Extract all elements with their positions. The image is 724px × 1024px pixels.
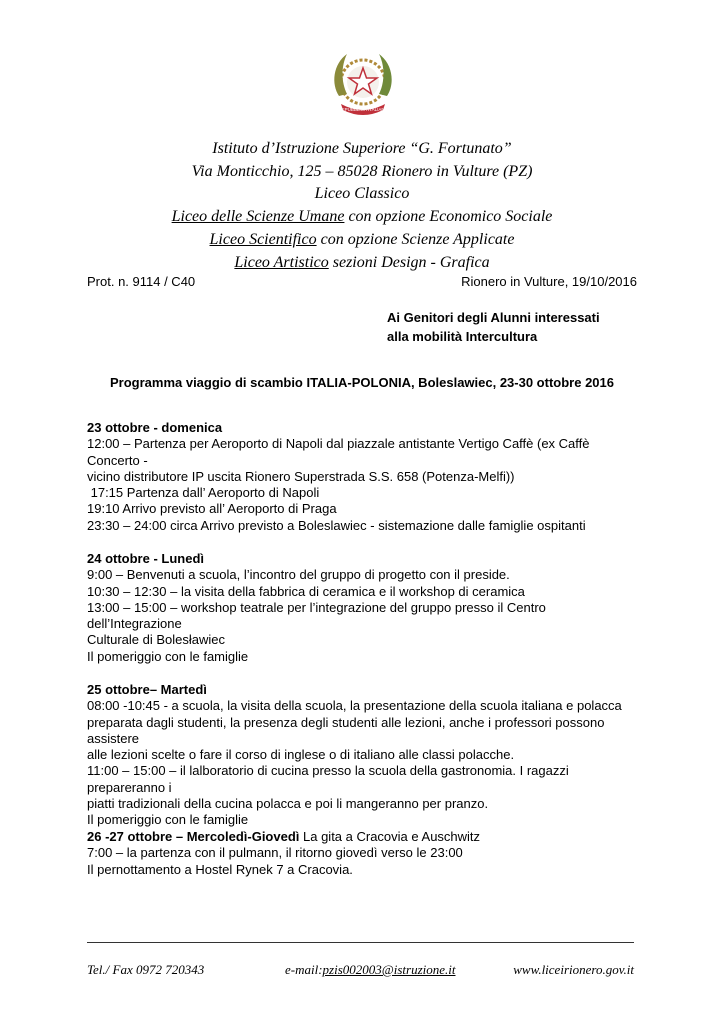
day-section [87, 551, 639, 665]
emblem-ribbon-text: REPUBBLICA ITALIANA [338, 107, 388, 112]
day-heading-line [87, 829, 639, 845]
school-scientific-title: Liceo Scientifico [209, 230, 317, 248]
program-line: 12:00 – Partenza per Aeroporto di Napoli dal piazzale antistante Vertigo Caffè (ex Caffè Concerto - [87, 436, 590, 468]
program-title: Programma viaggio di scambio ITALIA-POLONIA, Boleslawiec, 23-30 ottobre 2016 [109, 375, 614, 390]
school-scientific [87, 229, 637, 252]
program-line: Il pomeriggio con le famiglie [87, 648, 249, 664]
program-line: Il pernottamento a Hostel Rynek 7 a Cracovia. [87, 861, 353, 877]
program-line: 23:30 – 24:00 circa Arrivo previsto a Boleslawiec - sistemazione dalle famiglie ospitanti [87, 517, 586, 533]
school-human-sciences [87, 206, 637, 229]
footer-phone: Tel./ Fax 0972 720343 [87, 962, 205, 977]
day-section [87, 682, 639, 829]
italian-republic-emblem-icon [325, 44, 401, 120]
footer-email-link[interactable]: pzis002003@istruzione.it [322, 962, 456, 977]
program-line: 17:15 Partenza dall’ Aeroporto di Napoli [87, 485, 320, 501]
program-line: piatti tradizionali della cucina polacca e poi li mangeranno per pranzo. [87, 796, 489, 812]
addressee-line-1: Ai Genitori degli Alunni interessati [387, 310, 600, 325]
program-line: 19:10 Arrivo previsto all’ Aeroporto di Praga [87, 501, 337, 517]
footer-divider [87, 942, 634, 943]
addressee-line-2: alla mobilità Intercultura [387, 329, 538, 344]
program-line: Il pomeriggio con le famiglie [87, 812, 249, 828]
footer-email [285, 962, 456, 978]
letterhead [87, 138, 637, 274]
school-scientific-option: con opzione Scienze Applicate [316, 230, 515, 248]
day-heading-tail: La gita a Cracovia e Auschwitz [299, 829, 481, 844]
school-artistic-option: sezioni Design - Grafica [328, 253, 490, 271]
program-line: 11:00 – 15:00 – il lalboratorio di cucina presso la scuola della gastronomia. I ragazzi prepareranno i [87, 763, 569, 795]
day-heading: 26 -27 ottobre – Mercoledì-Giovedì [87, 829, 300, 844]
program-line: 9:00 – Benvenuti a scuola, l’incontro del gruppo di progetto con il preside. [87, 567, 510, 583]
institute-name: Istituto d’Istruzione Superiore “G. Fortunato” [212, 140, 512, 157]
addressee [387, 308, 600, 346]
footer-website[interactable]: www.liceirionero.gov.it [513, 962, 634, 977]
program-line: Culturale di Bolesławiec [87, 632, 226, 648]
protocol-line [87, 273, 637, 291]
protocol-number: Prot. n. 9114 / C40 [87, 274, 196, 289]
program-line: vicino distributore IP uscita Rionero Superstrada S.S. 658 (Potenza-Melfi)) [87, 468, 515, 484]
program-line: alle lezioni scelte o fare il corso di inglese o di italiano alle classi polacche. [87, 747, 515, 763]
institute-address: Via Monticchio, 125 – 85028 Rionero in Vulture (PZ) [191, 162, 533, 180]
school-classic: Liceo Classico [314, 185, 410, 203]
footer-email-label: e-mail: [285, 962, 323, 977]
school-human-sciences-option: con opzione Economico Sociale [344, 208, 553, 226]
day-section [87, 829, 639, 878]
program-line: 7:00 – la partenza con il pulmann, il ritorno giovedì verso le 23:00 [87, 845, 463, 861]
school-human-sciences-title: Liceo delle Scienze Umane [171, 208, 345, 226]
program-line: 08:00 -10:45 - a scuola, la visita della scuola, la presentazione della scuola italiana e polacca [87, 698, 622, 714]
day-heading: 25 ottobre– Martedì [87, 682, 207, 697]
day-heading: 23 ottobre - domenica [87, 420, 223, 435]
place-date: Rionero in Vulture, 19/10/2016 [461, 274, 637, 289]
day-heading: 24 ottobre - Lunedì [87, 551, 204, 566]
day-section [87, 420, 639, 534]
school-artistic-title: Liceo Artistico [234, 253, 329, 271]
program-line: 10:30 – 12:30 – la visita della fabbrica di ceramica e il workshop di ceramica [87, 583, 525, 599]
program-line: preparata dagli studenti, la presenza degli studenti alle lezioni, anche i professori possono assistere [87, 714, 605, 746]
program-line: 13:00 – 15:00 – workshop teatrale per l’integrazione del gruppo presso il Centro dell’Integrazione [87, 599, 546, 632]
school-artistic [87, 252, 637, 275]
